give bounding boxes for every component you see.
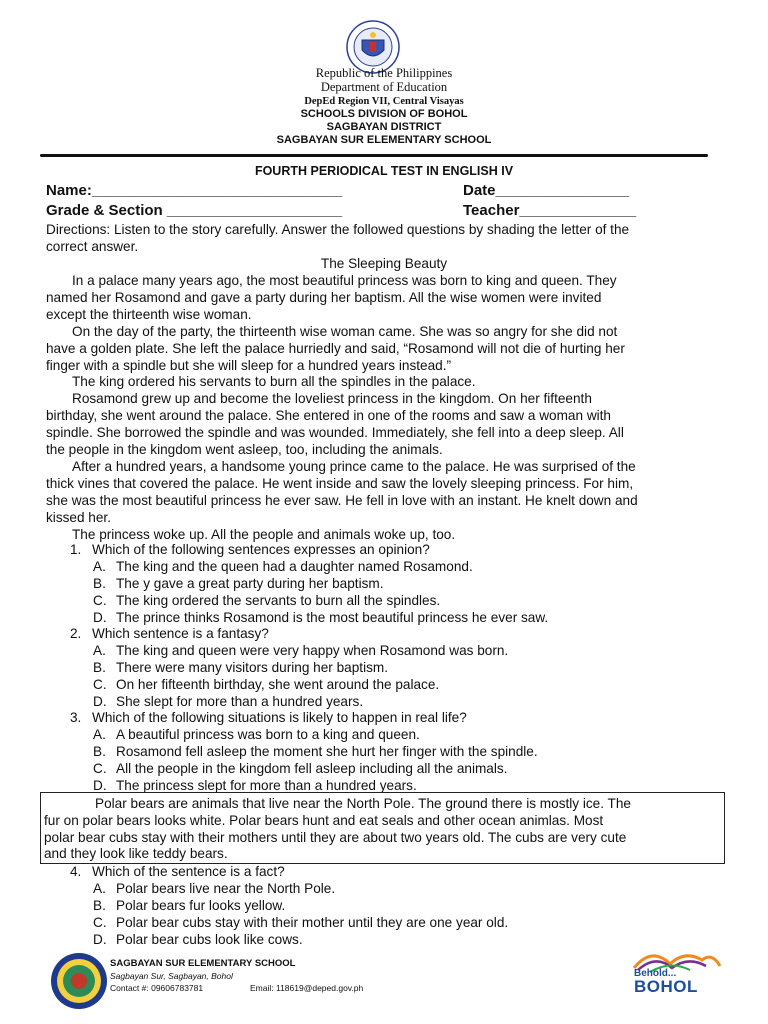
passage-line: Polar bears are animals that live near the North Pole. The ground there is mostly ice. The <box>95 796 631 811</box>
option-letter[interactable]: B. <box>93 744 106 759</box>
question-number: 2. <box>70 626 82 641</box>
behold-bohol-logo <box>630 944 722 996</box>
header-region: DepEd Region VII, Central Visayas <box>304 96 464 107</box>
option-text: The prince thinks Rosamond is the most beautiful princess he ever saw. <box>116 610 549 625</box>
option-letter[interactable]: B. <box>93 898 106 913</box>
option-letter[interactable]: C. <box>93 761 107 776</box>
question-text: Which of the following situations is likely to happen in real life? <box>92 710 467 725</box>
option-letter[interactable]: C. <box>93 677 107 692</box>
option-text: She slept for more than a hundred years. <box>116 694 364 709</box>
test-title: FOURTH PERIODICAL TEST IN ENGLISH IV <box>254 164 514 178</box>
option-text: Polar bear cubs look like cows. <box>116 932 303 947</box>
story-title: The Sleeping Beauty <box>320 256 448 271</box>
question-number: 1. <box>70 542 82 557</box>
story-line: except the thirteenth wise woman. <box>46 306 252 322</box>
header-divider <box>40 154 708 157</box>
story-line: kissed her. <box>46 509 111 525</box>
option-text: The princess slept for more than a hundred years. <box>116 778 417 793</box>
story-line: the people in the kingdom went asleep, too, including the animals. <box>46 442 443 457</box>
footer-school-name: SAGBAYAN SUR ELEMENTARY SCHOOL <box>110 958 296 969</box>
option-letter[interactable]: C. <box>93 915 107 930</box>
passage-line: polar bear cubs stay with their mothers until they are about two years old. The cubs are very cute <box>44 829 627 845</box>
option-text: The king and queen were very happy when Rosamond was born. <box>116 643 509 658</box>
header-district: SAGBAYAN DISTRICT <box>326 121 442 133</box>
header-republic: Republic of the Philippines <box>315 66 453 80</box>
option-letter[interactable]: C. <box>93 593 107 608</box>
school-seal-logo <box>50 952 108 1010</box>
passage-box <box>40 792 725 864</box>
footer-email: Email: 118619@deped.gov.ph <box>250 983 364 993</box>
bohol-text: BOHOL <box>634 977 698 996</box>
option-letter[interactable]: D. <box>93 694 107 709</box>
option-text: A beautiful princess was born to a king and queen. <box>116 727 420 742</box>
grade-section-field[interactable]: Grade & Section _____________________ <box>46 202 343 219</box>
option-letter[interactable]: D. <box>93 778 107 793</box>
teacher-field[interactable]: Teacher______________ <box>463 202 637 219</box>
option-text: Polar bears live near the North Pole. <box>116 881 336 896</box>
option-text: All the people in the kingdom fell asleep including all the animals. <box>116 761 508 776</box>
option-text: The y gave a great party during her baptism. <box>116 576 384 591</box>
question-number: 4. <box>70 864 82 879</box>
header-division: SCHOOLS DIVISION OF BOHOL <box>300 108 468 120</box>
directions-line-2: correct answer. <box>46 239 139 254</box>
option-letter[interactable]: D. <box>93 932 107 947</box>
option-text: The king and the queen had a daughter named Rosamond. <box>116 559 473 574</box>
header-school: SAGBAYAN SUR ELEMENTARY SCHOOL <box>276 134 492 146</box>
footer-address: Sagbayan Sur, Sagbayan, Bohol <box>110 971 233 981</box>
option-letter[interactable]: B. <box>93 576 106 591</box>
option-text: On her fifteenth birthday, she went around the palace. <box>116 677 440 692</box>
story-line: Rosamond grew up and become the loveliest princess in the kingdom. On her fifteenth <box>72 391 592 407</box>
passage-line: fur on polar bears looks white. Polar bears hunt and eat seals and other ocean animlas. Most <box>44 812 604 828</box>
question-text: Which sentence is a fantasy? <box>92 626 269 641</box>
story-line: In a palace many years ago, the most beautiful princess was born to king and queen. They <box>72 273 617 288</box>
story-line: birthday, she went around the palace. She entered in one of the rooms and saw a woman with <box>46 408 611 424</box>
name-field[interactable]: Name:______________________________ <box>46 182 343 199</box>
option-text: Polar bear cubs stay with their mother until they are one year old. <box>116 915 509 930</box>
passage-line: and they look like teddy bears. <box>44 846 228 862</box>
option-letter[interactable]: B. <box>93 660 106 675</box>
option-text: Polar bears fur looks yellow. <box>116 898 286 913</box>
option-text: Rosamond fell asleep the moment she hurt her finger with the spindle. <box>116 744 538 759</box>
story-line: named her Rosamond and gave a party during her baptism. All the wise women were invited <box>46 289 602 305</box>
story-line: have a golden plate. She left the palace hurriedly and said, “Rosamond will not die of hurting her <box>46 340 625 356</box>
question-text: Which of the sentence is a fact? <box>92 864 285 879</box>
option-letter[interactable]: A. <box>93 881 106 896</box>
date-field[interactable]: Date________________ <box>463 182 629 199</box>
option-letter[interactable]: D. <box>93 610 107 625</box>
story-line: finger with a spindle but she will sleep for a hundred years instead.” <box>46 357 452 373</box>
option-letter[interactable]: A. <box>93 643 106 658</box>
story-line: she was the most beautiful princess he ever saw. He fell in love with an instant. He knelt down and <box>46 492 638 508</box>
story-line: The princess woke up. All the people and animals woke up, too. <box>72 526 456 542</box>
header-department: Department of Education <box>320 80 448 94</box>
story-line: On the day of the party, the thirteenth wise woman came. She was so angry for she did not <box>72 323 618 339</box>
footer-contact: Contact #: 09606783781 <box>110 983 204 993</box>
story-line: The king ordered his servants to burn all the spindles in the palace. <box>72 374 476 390</box>
option-text: There were many visitors during her baptism. <box>116 660 388 675</box>
behold-text: Behold... <box>634 968 677 979</box>
option-letter[interactable]: A. <box>93 727 106 742</box>
option-text: The king ordered the servants to burn all the spindles. <box>116 593 441 608</box>
story-line: thick vines that covered the palace. He went inside and saw the lovely sleeping princess. For him, <box>46 475 634 491</box>
question-text: Which of the following sentences expresses an opinion? <box>92 542 430 557</box>
story-line: spindle. She borrowed the spindle and was wounded. Immediately, she fell into a deep sleep. All <box>46 425 624 441</box>
option-letter[interactable]: A. <box>93 559 106 574</box>
question-number: 3. <box>70 710 82 725</box>
directions-line-1: Directions: Listen to the story carefully. Answer the followed questions by shading the letter of the <box>46 222 630 237</box>
story-line: After a hundred years, a handsome young prince came to the palace. He was surprised of the <box>72 458 636 474</box>
